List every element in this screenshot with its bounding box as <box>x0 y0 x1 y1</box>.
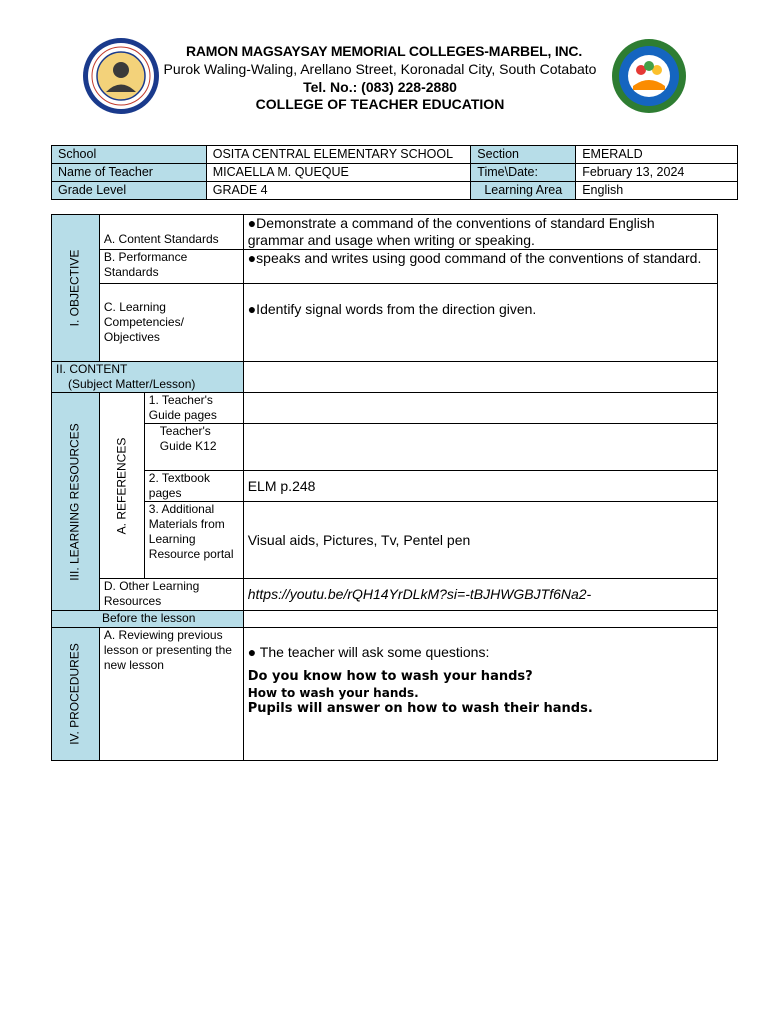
table-row <box>52 182 738 200</box>
reference-label <box>144 393 243 424</box>
procedure-line: ● The teacher will ask some questions: <box>247 644 490 660</box>
procedures-section-cell <box>52 628 100 761</box>
objective-section-cell <box>52 215 100 362</box>
section-value: EMERALD <box>576 146 738 164</box>
college-name: COLLEGE OF TEACHER EDUCATION <box>255 96 505 112</box>
lesson-plan-table <box>51 214 718 761</box>
school-label: School <box>52 146 207 164</box>
content-heading-cell <box>52 362 244 393</box>
reference-text: Textbook pages <box>148 471 210 500</box>
table-row <box>52 502 718 579</box>
institution-address: Purok Waling-Waling, Arellano Street, Koronadal City, South Cotabato <box>163 61 597 77</box>
learning-area-label: Learning Area <box>471 182 576 200</box>
references-cell <box>99 393 144 579</box>
teacher-label: Name of Teacher <box>52 164 207 182</box>
section-label: Section <box>471 146 576 164</box>
content-heading: II. CONTENT <box>56 362 128 376</box>
table-row <box>52 362 718 393</box>
teacher-value: MICAELLA M. QUEQUE <box>206 164 471 182</box>
procedure-line: Pupils will answer on how to wash their hands. <box>247 701 593 716</box>
content-value <box>243 362 717 393</box>
reference-value: ELM p.248 <box>243 471 717 502</box>
grade-level-value: GRADE 4 <box>206 182 471 200</box>
reference-text: Additional Materials from Learning Resource portal <box>148 502 234 561</box>
table-row <box>52 471 718 502</box>
reference-text: Teacher's Guide K12 <box>159 424 217 453</box>
reference-number: 2. <box>148 471 159 485</box>
table-row <box>52 611 718 628</box>
institution-telephone: Tel. No.: (083) 228-2880 <box>303 79 457 95</box>
content-standards-value: ●Demonstrate a command of the conventions of standard English grammar and usage when writing or speaking. <box>243 215 717 250</box>
before-lesson-value <box>243 611 717 628</box>
reference-text: Teacher's Guide pages <box>148 393 217 422</box>
table-row <box>52 215 718 250</box>
table-row <box>52 250 718 284</box>
review-lesson-content <box>243 628 717 761</box>
content-subheading: (Subject Matter/Lesson) <box>68 377 196 391</box>
reference-label <box>144 502 243 579</box>
learning-competencies-value: ●Identify signal words from the direction given. <box>243 284 717 362</box>
other-resources-link[interactable]: https://youtu.be/rQH14YrDLkM?si=-tBJHWGBJTf6Na2- <box>243 579 717 611</box>
reference-value: Visual aids, Pictures, Tv, Pentel pen <box>243 502 717 579</box>
learning-area-value: English <box>576 182 738 200</box>
table-row <box>52 424 718 471</box>
table-row <box>52 628 718 761</box>
reference-number: 3. <box>148 502 159 516</box>
procedure-question: Do you know how to wash your hands? <box>247 669 533 684</box>
performance-standards-value: ●speaks and writes using good command of the conventions of standard. <box>243 250 717 284</box>
procedure-line: How to wash your hands. <box>247 686 419 700</box>
table-row <box>52 579 718 611</box>
learning-resources-section-cell <box>52 393 100 611</box>
references-heading: A. REFERENCES <box>114 437 129 534</box>
other-resources-label: D. Other Learning Resources <box>99 579 243 611</box>
time-date-value: February 13, 2024 <box>576 164 738 182</box>
procedures-heading: IV. PROCEDURES <box>67 643 82 745</box>
table-row <box>52 393 718 424</box>
school-value: OSITA CENTRAL ELEMENTARY SCHOOL <box>206 146 471 164</box>
table-row <box>52 164 738 182</box>
review-lesson-label: A. Reviewing previous lesson or presenting the new lesson <box>99 628 243 761</box>
learning-resources-heading: III. LEARNING RESOURCES <box>67 422 82 581</box>
reference-label <box>144 424 243 471</box>
before-lesson-label: Before the lesson <box>52 611 244 628</box>
lesson-info-table <box>51 145 738 200</box>
table-row <box>52 284 718 362</box>
reference-value <box>243 424 717 471</box>
reference-number: 1. <box>148 393 159 407</box>
time-date-label: Time\Date: <box>471 164 576 182</box>
content-standards-label: A. Content Standards <box>99 215 243 250</box>
learning-competencies-label: C. Learning Competencies/ Objectives <box>99 284 243 362</box>
reference-value <box>243 393 717 424</box>
table-row <box>52 146 738 164</box>
institution-name: RAMON MAGSAYSAY MEMORIAL COLLEGES-MARBEL, INC. <box>185 43 583 59</box>
performance-standards-label: B. Performance Standards <box>99 250 243 284</box>
reference-label <box>144 471 243 502</box>
grade-level-label: Grade Level <box>52 182 207 200</box>
objective-heading: I. OBJECTIVE <box>67 249 82 327</box>
